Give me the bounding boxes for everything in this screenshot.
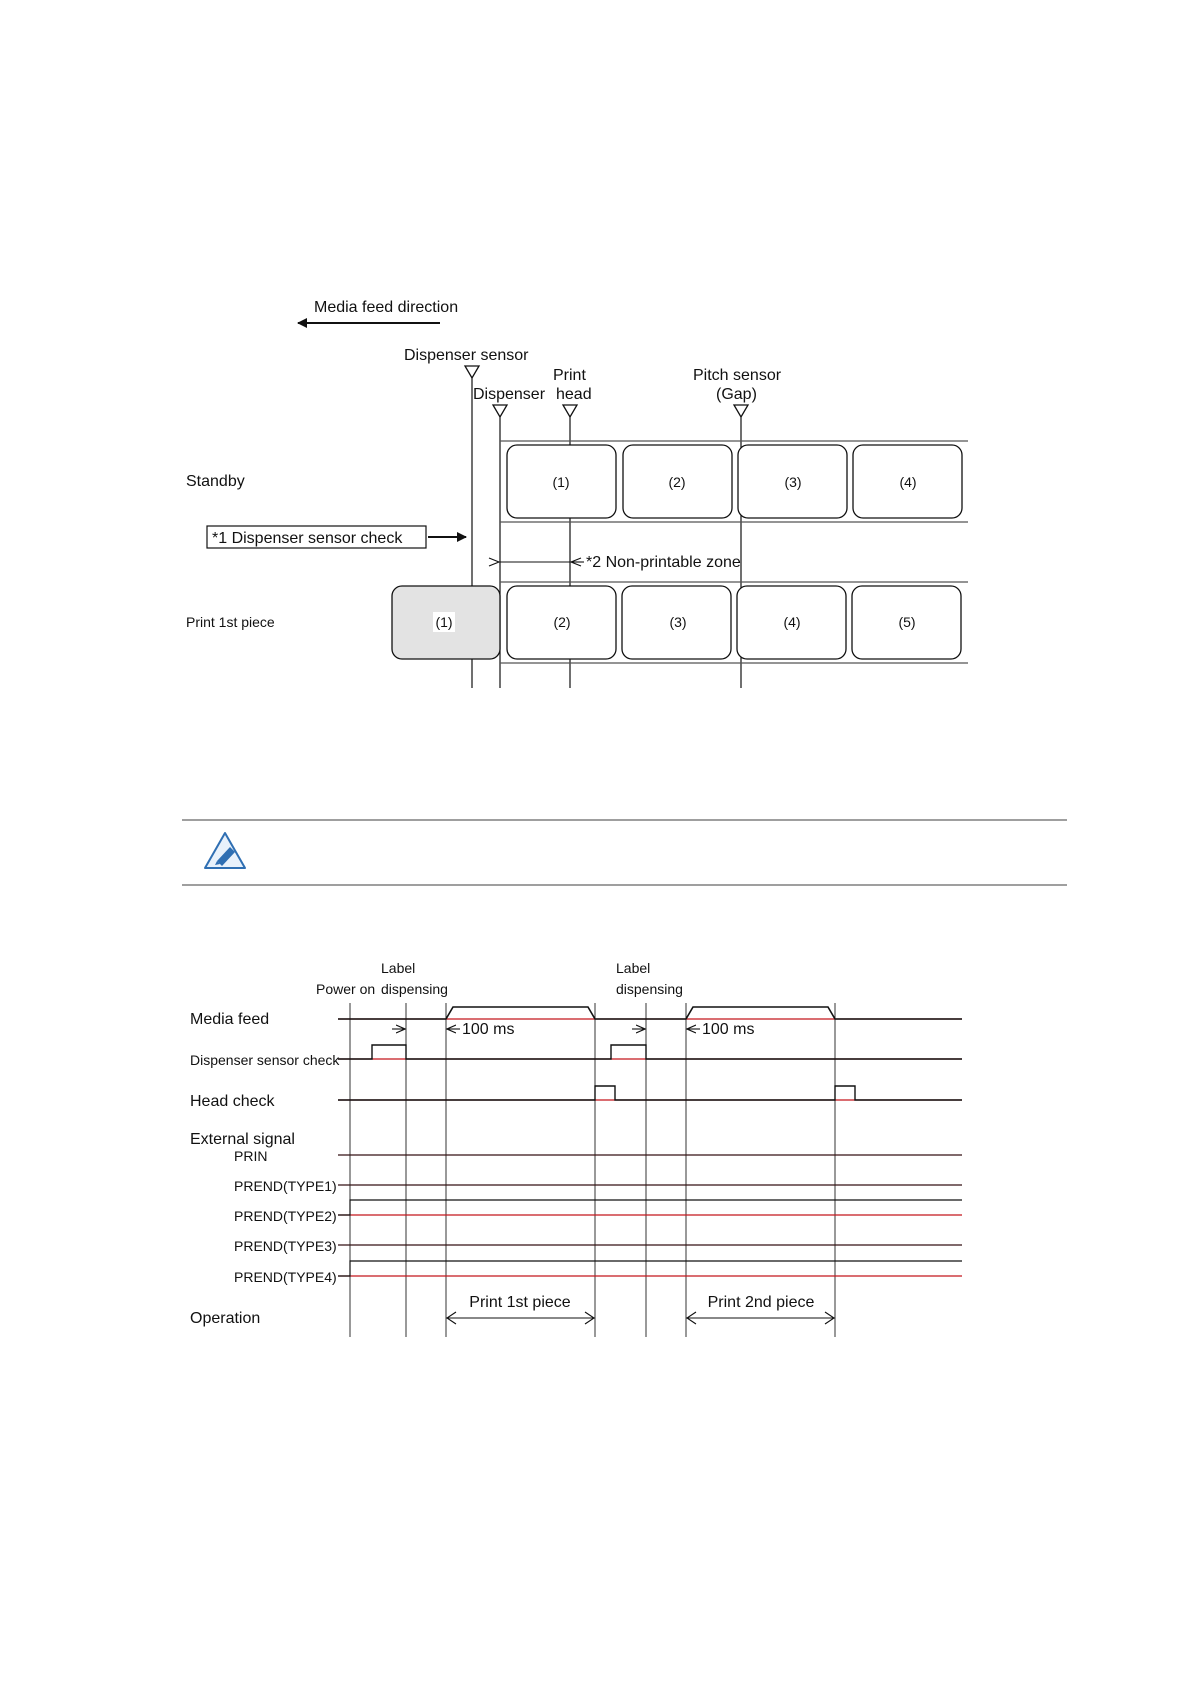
pitch-sensor-marker-icon xyxy=(734,405,748,417)
delay-text-1: 100 ms xyxy=(462,1021,515,1038)
standby-label-number-2: (2) xyxy=(668,474,686,490)
pitch-sensor-label-line2: (Gap) xyxy=(716,386,757,403)
print-head-marker-icon xyxy=(563,405,577,417)
media-feed-diagram xyxy=(186,299,968,688)
signal-head-check xyxy=(338,1086,962,1100)
print-second-piece-span-label: Print 2nd piece xyxy=(707,1294,815,1311)
signal-prend2 xyxy=(338,1200,962,1215)
row-label-prend4: PREND(TYPE4) xyxy=(234,1269,337,1285)
print-first-piece-span-label: Print 1st piece xyxy=(469,1294,571,1311)
standby-label-number-4: (4) xyxy=(899,474,917,490)
row-label-prend2: PREND(TYPE2) xyxy=(234,1208,337,1224)
row-label-dispenser-sensor-check: Dispenser sensor check xyxy=(190,1052,340,1068)
row-label-prin: PRIN xyxy=(234,1148,268,1164)
label-dispensing-1-line1: Label xyxy=(381,960,416,976)
print-head-label-line2: head xyxy=(556,386,592,403)
dispenser-sensor-label: Dispenser sensor xyxy=(404,347,529,364)
print-label-number-3: (3) xyxy=(669,614,687,630)
non-printable-left-tick-icon xyxy=(489,558,499,566)
operation-span-2 xyxy=(686,1294,835,1324)
signal-dispenser-sensor-check xyxy=(338,1045,962,1059)
power-on-label: Power on xyxy=(316,981,376,997)
standby-label: Standby xyxy=(186,473,245,490)
pencil-note-icon xyxy=(205,833,245,868)
print-label-number-1: (1) xyxy=(435,614,453,630)
label-dispensing-2-line2: dispensing xyxy=(616,981,683,997)
print-head-label-line1: Print xyxy=(553,367,586,384)
print-label-number-5: (5) xyxy=(898,614,916,630)
dispenser-label: Dispenser xyxy=(473,386,546,403)
delay-marker-2 xyxy=(632,1021,754,1038)
signal-prend4 xyxy=(338,1261,962,1276)
row-label-external-signal: External signal xyxy=(190,1131,295,1148)
dispenser-marker-icon xyxy=(493,405,507,417)
row-label-prend3: PREND(TYPE3) xyxy=(234,1238,337,1254)
note-block xyxy=(182,820,1067,885)
timing-chart xyxy=(190,960,962,1337)
print-label-number-2: (2) xyxy=(553,614,571,630)
label-dispensing-1-line2: dispensing xyxy=(381,981,448,997)
print-labels xyxy=(392,586,961,659)
standby-labels xyxy=(507,445,962,518)
row-label-operation: Operation xyxy=(190,1310,261,1327)
dispenser-check-note: *1 Dispenser sensor check xyxy=(212,530,403,547)
standby-label-number-3: (3) xyxy=(784,474,802,490)
print-first-piece-label: Print 1st piece xyxy=(186,614,275,630)
non-printable-zone-note: *2 Non-printable zone xyxy=(586,554,741,571)
delay-text-2: 100 ms xyxy=(702,1021,755,1038)
delay-marker-1 xyxy=(392,1021,514,1038)
dispenser-sensor-marker-icon xyxy=(465,366,479,378)
media-feed-direction-label: Media feed direction xyxy=(314,299,459,316)
standby-label-number-1: (1) xyxy=(552,474,570,490)
pitch-sensor-label-line1: Pitch sensor xyxy=(693,367,782,384)
print-label-number-4: (4) xyxy=(783,614,801,630)
media-feed-waveform xyxy=(338,1007,962,1019)
timing-guides xyxy=(350,1003,835,1337)
row-label-prend1: PREND(TYPE1) xyxy=(234,1178,337,1194)
label-dispensing-2-line1: Label xyxy=(616,960,651,976)
operation-span-1 xyxy=(446,1294,595,1324)
row-label-media-feed: Media feed xyxy=(190,1011,270,1028)
row-label-head-check: Head check xyxy=(190,1093,275,1110)
signal-media-feed xyxy=(338,1007,962,1019)
